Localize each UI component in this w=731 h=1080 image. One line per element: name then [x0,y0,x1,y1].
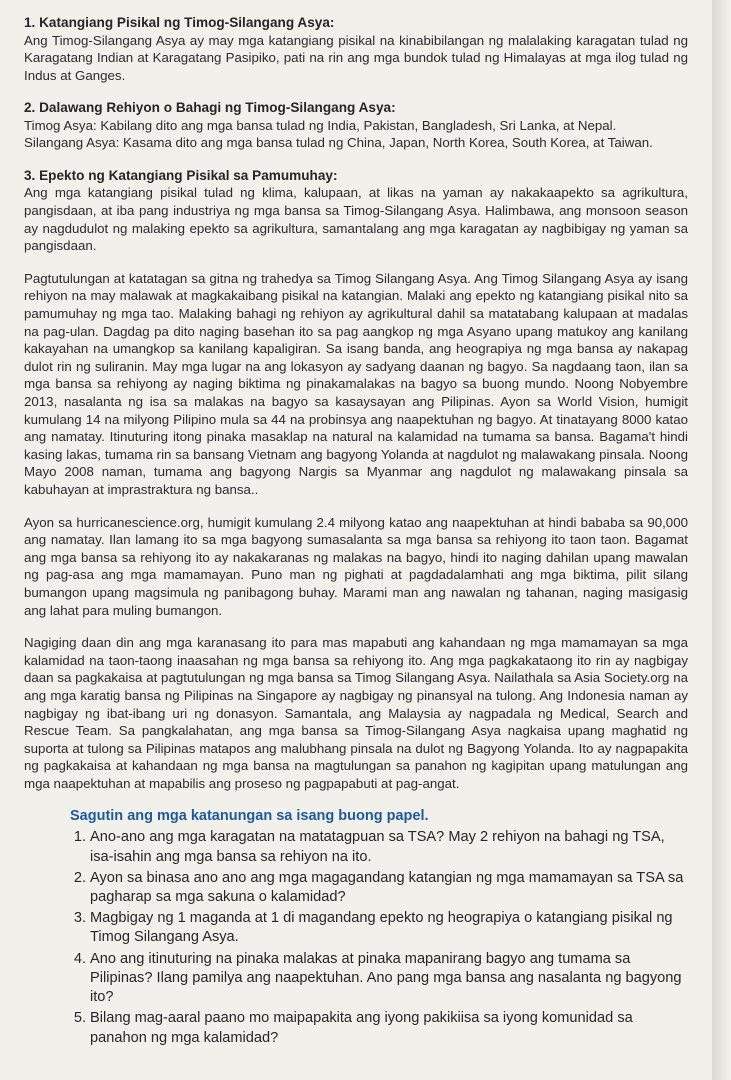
page-edge [712,0,731,1080]
question-text: Bilang mag-aaral paano mo maipapakita ang iyong pakikiisa sa iyong komunidad sa panahon ng mga kalamidad? [90,1010,633,1046]
section-text: Ang Timog-Silangang Asya ay may mga katangiang pisikal na kinabibilangan ng malalaking karagatan tulad ng Karagatang Indian at Karagatang Pasipiko, pati na rin ang mga bundok tulad ng Himalayas at mga ilog tulad ng Indus at Ganges. [24,32,688,83]
questions-list [24,828,688,1047]
section-heading: 3. Epekto ng Katangiang Pisikal sa Pamumuhay: [24,167,338,183]
section-text: Timog Asya: Kabilang dito ang mga bansa tulad ng India, Pakistan, Bangladesh, Sri Lanka, at Nepal. [24,117,617,133]
question-number: 5. [73,1010,86,1027]
question-text: Ayon sa binasa ano ano ang mga magagandang katangian ng mga mamamayan sa TSA sa pagharap sa mga sakuna o kalamidad? [90,869,684,906]
question-text: Ano-ano ang mga karagatan na matatagpuan sa TSA? May 2 rehiyon na bahagi ng TSA, isa-isahin ang mga bansa sa rehiyon na ito. [90,829,665,865]
question-item [70,1009,688,1047]
questions-block [24,807,688,1047]
body-paragraph: Nagiging daan din ang mga karanasang ito para mas mapabuti ang kahandaan ng mga mamamayan sa mga kalamidad na taon-taong inaasahan ng mga bansa sa rehiyong ito. Ang mga pagkakataong ito rin ay nagbigay daan sa pagkakaisa at pagtutulungan ng mga bansa sa Timog Silangang Asya. Nailathala sa Asia Society.org na ang mga karatig bansa ng Pilipinas na Singapore ay nagbigay ng pinansyal na tulong. Ang Indonesia naman ay nagbigay ng ibat-ibang uri ng donasyon. Samantala, ang Malaysia ay nagpadala ng Medical, Search and Rescue Team. Sa pangkalahatan, ang mga bansa sa Timog-Silangang Asya nagkaisa upang maghatid ng suporta at tulong sa Pilipinas matapos ang malubhang pinsala na dulot ng Bagyong Yolanda. Ito ay nagpapakita ng pagkakaisa at kahandaan ng mga bansa na magtulungan sa panahon ng kagipitan upang matulungan ang mga naapektuhan at mapabilis ang proseso ng pagpapabuti at pag-angat. [24,635,688,791]
question-number: 4. [73,950,86,967]
section-heading: 2. Dalawang Rehiyon o Bahagi ng Timog-Silangang Asya: [24,100,396,116]
section-physical-characteristics [24,14,688,84]
questions-title: Sagutin ang mga katanungan sa isang buong papel. [70,808,429,825]
section-effects [24,167,688,255]
question-item [70,950,688,1008]
question-item [70,828,688,866]
question-item [70,869,688,907]
body-paragraph: Ayon sa hurricanescience.org, humigit kumulang 2.4 milyong katao ang naapektuhan at hindi bababa sa 90,000 ang namatay. Ilan lamang ito sa mga bagyong sumasalanta sa mga bansa sa rehiyong ito taon taon. Bagamat ang mga bansa sa rehiyong ito ay nakakaranas ng malakas na bagyo, hindi ito naging dahilan upang mawalan ng pag-asa ang mga mamamayan. Puno man ng pighati at pagdadalamhati ang mga biktima, pilit silang bumangon upang magsimula ng panibagong buhay. Marami man ang nawalan ng tahanan, naging masigasig ang lahat para muling bumangon. [24,514,688,618]
question-text: Magbigay ng 1 maganda at 1 di magandang epekto ng heograpiya o katangiang pisikal ng Timog Silangang Asya. [90,910,673,946]
question-number: 2. [73,869,86,886]
question-item [70,909,688,947]
question-number: 3. [73,910,86,927]
body-paragraph: Pagtutulungan at katatagan sa gitna ng trahedya sa Timog Silangang Asya. Ang Timog Silangang Asya ay isang rehiyon na may malawak at magkakaibang pisikal na katangian. Malaki ang epekto ng katangiang pisikal nito sa pamumuhay ng mga tao. Malaking bahagi ng rehiyon ay agrikultural dahil sa matatabang kalupaan at madalas na pag-ulan. Dagdag pa dito naging basehan ito sa pag aangkop ng mga Asyano upang matukoy ang kanilang kakayahan na umangkop sa kanilang kapaligiran. Sa isang banda, ang heograpiya ng mga bansa ay nakapag dulot rin ng suliranin. May mga lugar na ang lokasyon ay sadyang daanan ng bagyo. Sa nagdaang taon, ilan sa mga bansa sa rehiyong ay naging biktima ng pinakamalakas na bagyo sa buong mundo. Noong Nobyembre 2013, nasalanta ng isa sa malakas na bagyo sa kasaysayan ang Pilipinas. Ayon sa World Vision, humigit kumulang 14 na milyong Pilipino mula sa 44 na probinsya ang naapektuhan ng bagyo. At tinatayang 8000 katao ang namatay. Itinuturing itong pinaka masaklap na natural na kalamidad na tumama sa bansa. Bagama't hindi kasing lakas, tumama rin sa bansang Vietnam ang bagyong Yolanda at nagdulot ng malawakang pinsala. Noong Mayo 2008 naman, tumama ang bagyong Nargis sa Myanmar ang nagdulot ng malawakang pinsala sa kabuhayan at imprastraktura ng bansa.. [24,270,688,497]
section-heading: 1. Katangiang Pisikal ng Timog-Silangang Asya: [24,15,335,30]
document-content [24,14,688,1050]
question-text: Ano ang itinuturing na pinaka malakas at pinaka mapanirang bagyo ang tumama sa Pilipinas? Ilang pamilya ang naapektuhan. Ano pang mga bansa ang nasalanta ng bagyong ito? [90,950,682,1006]
section-text: Ang mga katangiang pisikal tulad ng klima, kalupaan, at likas na yaman ay nakakaapekto sa agrikultura, pangisdaan, at iba pang industriya ng mga bansa sa Timog-Silangang Asya. Halimbawa, ang monsoon season ay nagdudulot ng malaking epekto sa agrikultura, samantalang ang mga karagatan ay nagbibigay ng yaman sa pangisdaan. [24,185,688,254]
section-text: Silangang Asya: Kasama dito ang mga bansa tulad ng China, Japan, North Korea, South Korea, at Taiwan. [24,135,653,151]
section-two-regions [24,99,688,152]
question-number: 1. [73,829,86,846]
